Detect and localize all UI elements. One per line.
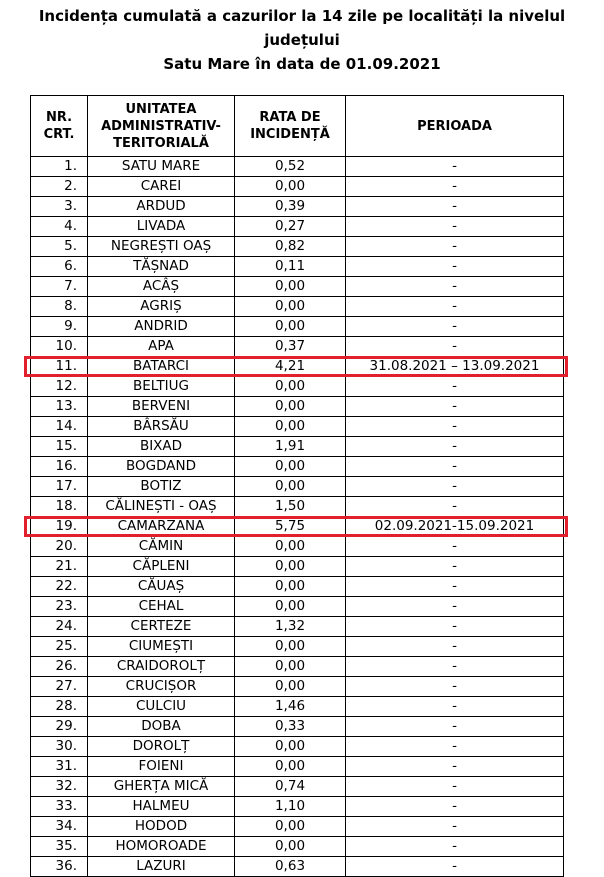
row-name: CĂLINEȘTI - OAȘ [88,497,235,517]
row-name: CAMARZANA [88,517,235,537]
header-rata [235,96,346,157]
row-name: FOIENI [88,757,235,777]
row-number: 27. [31,677,88,697]
row-name: ANDRID [88,317,235,337]
row-period: - [346,757,564,777]
table-row [31,237,564,257]
row-name: BOGDAND [88,457,235,477]
row-period: - [346,417,564,437]
row-rate: 0,00 [235,477,346,497]
header-nr [31,96,88,157]
row-rate: 0,00 [235,537,346,557]
table-row [31,317,564,337]
row-name: SATU MARE [88,157,235,177]
row-name: CAREI [88,177,235,197]
row-name: TĂȘNAD [88,257,235,277]
row-name: NEGREȘTI OAȘ [88,237,235,257]
row-number: 10. [31,337,88,357]
table-row [31,177,564,197]
table-row [31,637,564,657]
row-period: - [346,637,564,657]
table-row [31,797,564,817]
header-rata-line: INCIDENȚĂ [250,127,330,142]
title-line-1: Incidența cumulată a cazurilor la 14 zile pe localități la nivelul județului [38,7,566,49]
row-rate: 0,00 [235,657,346,677]
table-row [31,777,564,797]
table-row [31,537,564,557]
row-rate: 0,00 [235,417,346,437]
table-row [31,257,564,277]
row-number: 30. [31,737,88,757]
row-period: - [346,237,564,257]
row-name: BIXAD [88,437,235,457]
row-name: CĂUAȘ [88,577,235,597]
row-rate: 0,82 [235,237,346,257]
row-number: 28. [31,697,88,717]
row-name: CERTEZE [88,617,235,637]
row-period: - [346,377,564,397]
row-number: 1. [31,157,88,177]
row-rate: 0,00 [235,757,346,777]
row-name: LAZURI [88,857,235,877]
table-row [31,737,564,757]
row-period: - [346,157,564,177]
row-name: APA [88,337,235,357]
table-row [31,417,564,437]
row-period: - [346,217,564,237]
header-perioada: PERIOADA [346,96,564,157]
row-rate: 0,74 [235,777,346,797]
table-row [31,817,564,837]
row-number: 8. [31,297,88,317]
header-nr-line: CRT. [43,127,75,142]
row-period: - [346,717,564,737]
row-period: 31.08.2021 – 13.09.2021 [346,357,564,377]
row-rate: 1,46 [235,697,346,717]
table-row [31,477,564,497]
row-period: - [346,817,564,837]
row-period: - [346,777,564,797]
row-rate: 0,00 [235,277,346,297]
row-name: HODOD [88,817,235,837]
row-period: - [346,697,564,717]
table-row [31,757,564,777]
row-rate: 0,37 [235,337,346,357]
table-row [31,517,564,537]
row-period: - [346,437,564,457]
row-rate: 0,39 [235,197,346,217]
row-number: 35. [31,837,88,857]
row-period: 02.09.2021-15.09.2021 [346,517,564,537]
header-nr-line: NR. [45,110,73,125]
row-name: BATARCI [88,357,235,377]
header-unitate-line: UNITATEA [125,101,197,117]
header-unitate-line: ADMINISTRATIV- [101,118,221,134]
row-rate: 0,00 [235,597,346,617]
row-rate: 0,00 [235,837,346,857]
row-number: 17. [31,477,88,497]
title-line-2: Satu Mare în data de 01.09.2021 [163,55,441,73]
row-rate: 0,00 [235,677,346,697]
row-name: BOTIZ [88,477,235,497]
row-rate: 0,00 [235,317,346,337]
row-period: - [346,297,564,317]
row-number: 26. [31,657,88,677]
row-name: BÂRSĂU [88,417,235,437]
header-unitate [88,96,235,157]
row-name: CULCIU [88,697,235,717]
row-name: DOBA [88,717,235,737]
row-period: - [346,177,564,197]
row-period: - [346,277,564,297]
table-row [31,717,564,737]
row-rate: 0,00 [235,397,346,417]
row-name: LIVADA [88,217,235,237]
row-period: - [346,397,564,417]
row-number: 14. [31,417,88,437]
row-number: 31. [31,757,88,777]
table-row [31,677,564,697]
row-period: - [346,537,564,557]
table-row [31,337,564,357]
row-period: - [346,677,564,697]
row-rate: 0,00 [235,557,346,577]
row-rate: 0,00 [235,377,346,397]
row-period: - [346,737,564,757]
row-name: CIUMEȘTI [88,637,235,657]
row-period: - [346,657,564,677]
table-row [31,197,564,217]
row-period: - [346,337,564,357]
row-number: 11. [31,357,88,377]
row-rate: 0,00 [235,177,346,197]
row-name: HOMOROADE [88,837,235,857]
table-row [31,857,564,877]
row-rate: 1,91 [235,437,346,457]
table-row [31,457,564,477]
document-title [0,4,604,76]
row-rate: 5,75 [235,517,346,537]
table-row [31,397,564,417]
table-row [31,597,564,617]
row-number: 23. [31,597,88,617]
row-rate: 4,21 [235,357,346,377]
table-header-row [31,96,564,157]
row-period: - [346,197,564,217]
row-number: 2. [31,177,88,197]
row-number: 21. [31,557,88,577]
row-name: BERVENI [88,397,235,417]
row-rate: 0,00 [235,577,346,597]
row-number: 4. [31,217,88,237]
row-name: BELTIUG [88,377,235,397]
table-row [31,217,564,237]
row-number: 34. [31,817,88,837]
table-row [31,657,564,677]
row-name: CĂPLENI [88,557,235,577]
row-rate: 0,00 [235,737,346,757]
table-row [31,277,564,297]
row-period: - [346,477,564,497]
incidence-table [30,95,564,877]
row-number: 16. [31,457,88,477]
row-number: 9. [31,317,88,337]
table-row [31,297,564,317]
row-number: 13. [31,397,88,417]
table-row [31,557,564,577]
row-period: - [346,557,564,577]
row-name: GHERȚA MICĂ [88,777,235,797]
row-number: 33. [31,797,88,817]
row-number: 36. [31,857,88,877]
row-name: CĂMIN [88,537,235,557]
row-number: 5. [31,237,88,257]
header-unitate-line: TERITORIALĂ [113,135,209,151]
row-number: 3. [31,197,88,217]
row-rate: 1,50 [235,497,346,517]
row-number: 22. [31,577,88,597]
row-period: - [346,797,564,817]
row-rate: 0,00 [235,817,346,837]
row-number: 19. [31,517,88,537]
row-period: - [346,577,564,597]
row-rate: 0,52 [235,157,346,177]
row-name: ACÂȘ [88,277,235,297]
table-row [31,377,564,397]
row-rate: 1,32 [235,617,346,637]
row-number: 7. [31,277,88,297]
row-name: HALMEU [88,797,235,817]
row-rate: 0,00 [235,637,346,657]
row-name: CRAIDOROLȚ [88,657,235,677]
row-rate: 1,10 [235,797,346,817]
row-period: - [346,457,564,477]
row-number: 32. [31,777,88,797]
table-row [31,437,564,457]
row-period: - [346,497,564,517]
row-name: CEHAL [88,597,235,617]
table-row [31,157,564,177]
table-row [31,837,564,857]
row-period: - [346,617,564,637]
row-period: - [346,597,564,617]
table-row [31,697,564,717]
row-number: 6. [31,257,88,277]
table-row [31,577,564,597]
row-period: - [346,837,564,857]
row-rate: 0,00 [235,297,346,317]
table-row [31,617,564,637]
table-row [31,497,564,517]
table-row [31,357,564,377]
row-rate: 0,63 [235,857,346,877]
row-rate: 0,27 [235,217,346,237]
row-period: - [346,317,564,337]
row-number: 24. [31,617,88,637]
row-name: AGRIȘ [88,297,235,317]
header-rata-line: RATA DE [259,110,321,125]
row-rate: 0,33 [235,717,346,737]
row-number: 18. [31,497,88,517]
table-body [31,157,564,877]
row-number: 20. [31,537,88,557]
row-period: - [346,857,564,877]
row-number: 29. [31,717,88,737]
row-name: CRUCIȘOR [88,677,235,697]
row-number: 12. [31,377,88,397]
row-number: 15. [31,437,88,457]
row-rate: 0,00 [235,457,346,477]
row-rate: 0,11 [235,257,346,277]
row-name: ARDUD [88,197,235,217]
row-number: 25. [31,637,88,657]
row-period: - [346,257,564,277]
row-name: DOROLȚ [88,737,235,757]
